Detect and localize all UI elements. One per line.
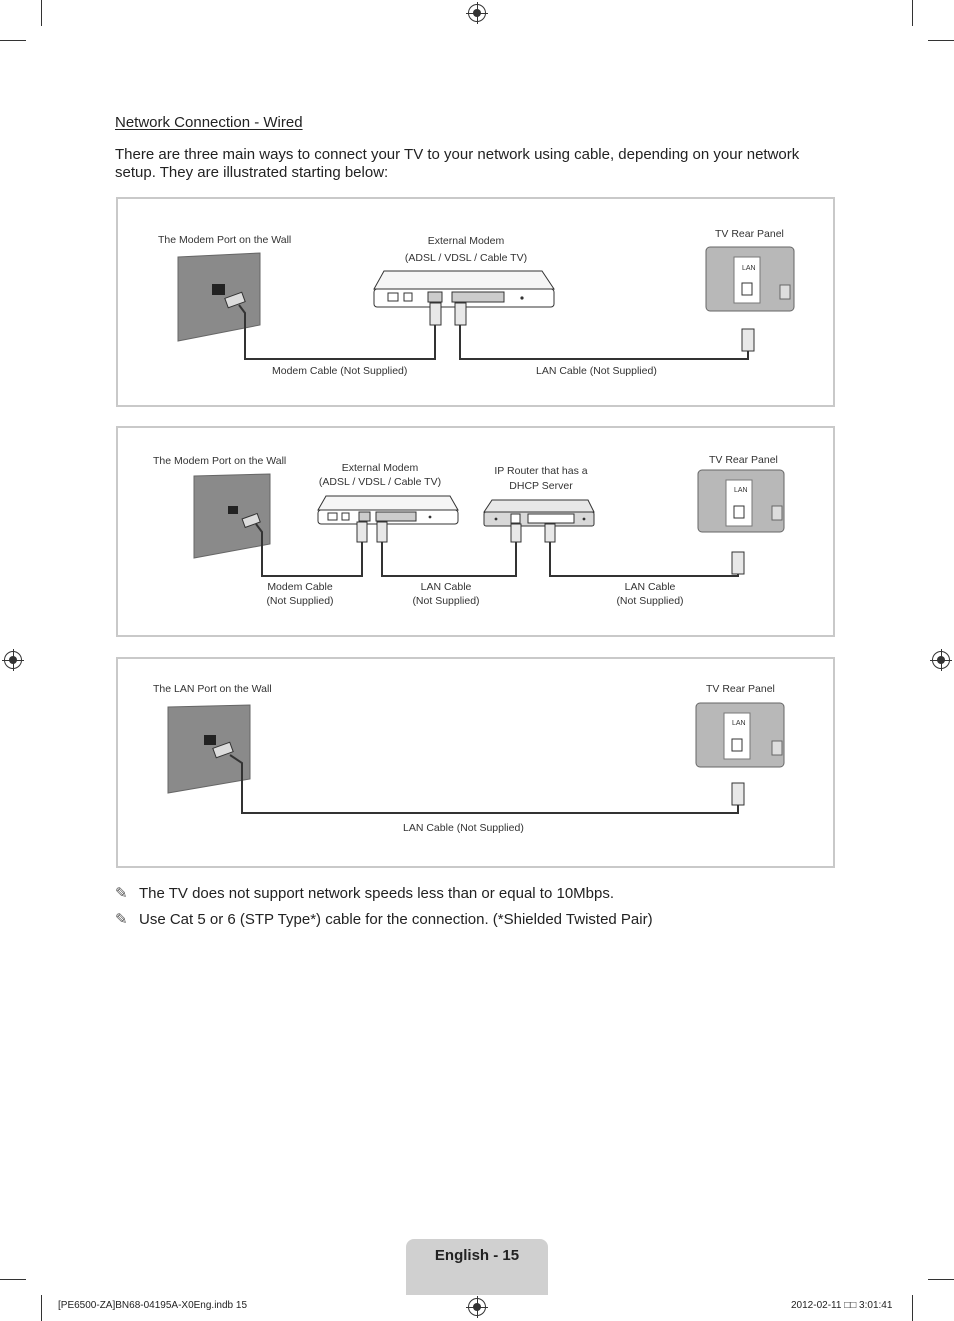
plugs [732,783,744,805]
note-text: The TV does not support network speeds less than or equal to 10Mbps. [139,885,615,902]
lan-port-label: LAN [732,720,746,727]
tv-panel-label: TV Rear Panel [715,228,784,240]
modem-illustration [318,496,458,524]
modem-illustration [374,271,554,307]
registration-mark-icon [4,651,22,669]
pencil-note-icon: ✎ [115,885,128,902]
note-text: Use Cat 5 or 6 (STP Type*) cable for the connection. (*Shielded Twisted Pair) [139,911,653,928]
tv-panel-illustration [706,247,794,311]
wall-port-label: The Modem Port on the Wall [158,234,292,246]
print-slug-left: [PE6500-ZA]BN68-04195A-X0Eng.indb 15 [58,1300,248,1311]
router-label-line: IP Router that has a [494,465,588,477]
lan-cable-label: LAN Cable (Not Supplied) [403,822,524,834]
modem-label [394,234,538,265]
crop-mark [912,1295,913,1321]
registration-mark-icon [468,1298,486,1316]
intro-text: There are three main ways to connect your TV to your network using cable, depending on your network setup. They are illustrated starting below: [115,146,800,181]
section-heading: Network Connection - Wired [115,114,303,131]
crop-mark [41,1295,42,1321]
page-number-tab [406,1239,548,1295]
lan-cable-label-line: (Not Supplied) [412,595,480,607]
crop-mark [912,0,913,26]
router-label-line: DHCP Server [509,480,573,492]
router-illustration [484,500,594,526]
lan-cable-label [604,580,696,608]
crop-mark [0,40,26,41]
page-label: English - 15 [434,1247,520,1264]
modem-label-line: External Modem [427,235,505,247]
lan-cable-label-line: LAN Cable [624,581,676,593]
tv-panel-label: TV Rear Panel [709,454,778,466]
modem-label-line: External Modem [341,462,419,474]
cables [256,524,738,576]
modem-label-line: (ADSL / VDSL / Cable TV) [318,476,442,488]
modem-cable-label [254,580,346,608]
wall-illustration [194,474,270,558]
pencil-note-icon: ✎ [115,911,128,928]
lan-cable-label: LAN Cable (Not Supplied) [536,365,657,377]
lan-cable-label-line: (Not Supplied) [616,595,684,607]
wall-port-label: The Modem Port on the Wall [153,455,287,467]
modem-label [312,461,448,489]
modem-cable-label: Modem Cable (Not Supplied) [272,365,408,377]
print-slug-right: 2012-02-11 □□ 3:01:41 [791,1300,893,1311]
lan-port-label: LAN [742,265,756,272]
crop-mark [0,1279,26,1280]
wall-illustration [168,705,250,793]
registration-mark-icon [932,651,950,669]
crop-mark [41,0,42,26]
diagram-lan-wall [116,657,835,868]
modem-label-line: (ADSL / VDSL / Cable TV) [404,252,528,264]
registration-mark-icon [468,4,486,22]
note-item [115,884,614,902]
note-item [115,910,653,928]
lan-port-label: LAN [734,487,748,494]
cables [239,305,748,359]
wall-port-label: The LAN Port on the Wall [153,683,272,695]
wall-illustration [178,253,260,341]
crop-mark [928,1279,954,1280]
diagram-modem-direct [116,197,835,407]
cables [230,755,738,813]
crop-mark [928,40,954,41]
diagram-modem-router [116,426,835,637]
modem-cable-label-line: (Not Supplied) [266,595,334,607]
plugs [430,303,754,351]
lan-cable-label-line: LAN Cable [420,581,472,593]
tv-panel-illustration [696,703,784,767]
router-label [484,464,598,493]
tv-panel-label: TV Rear Panel [706,683,775,695]
lan-cable-label [400,580,492,608]
modem-cable-label-line: Modem Cable [267,581,333,593]
tv-panel-illustration [698,470,784,532]
